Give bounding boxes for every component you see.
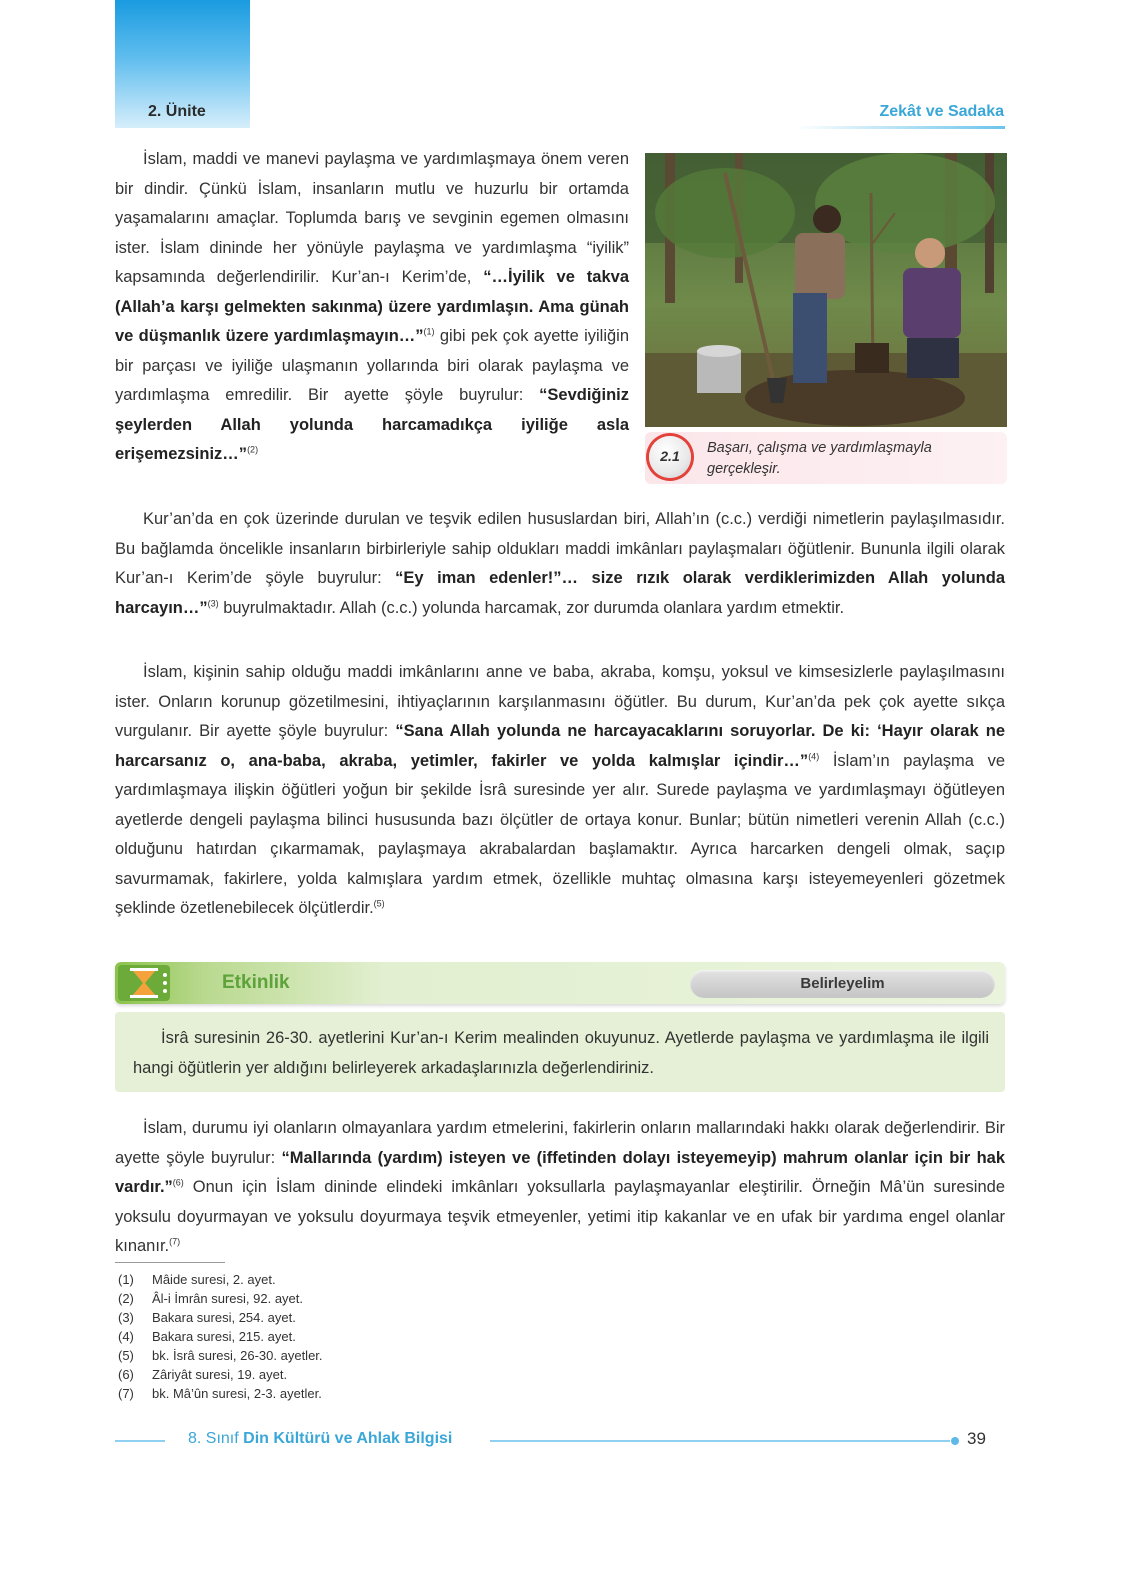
footnote-number: (1) xyxy=(118,1272,134,1287)
figure-caption: Başarı, çalışma ve yardımlaşmayla gerçekleşir. xyxy=(707,440,932,477)
figure-photo xyxy=(645,153,1007,427)
footnote-text: Zâriyât suresi, 19. ayet. xyxy=(152,1367,288,1382)
tree-planting-illustration xyxy=(645,153,1007,427)
hourglass-icon xyxy=(118,965,170,1001)
footnote-ref-4: (4) xyxy=(808,751,820,761)
footnote-item xyxy=(118,1327,323,1346)
footer-book-title xyxy=(188,1430,452,1448)
activity-title: Etkinlik xyxy=(222,972,290,993)
footnote-text: Mâide suresi, 2. ayet. xyxy=(152,1272,276,1287)
footnote-separator xyxy=(115,1262,225,1263)
paragraph-4-text-b: Onun için İslam dininde elindeki imkânları yoksullarla paylaşmayanlar eleştirilir. Örneğin Mâ’ün suresinde yoksulu doyurmayan ve yoksulu doyurmaya teşvik etmeyenler, yetimi itip kakanlar ve en ufak bir yardıma engel olanlar kınanır. xyxy=(115,1178,1005,1255)
paragraph-4-text-a: İslam, durumu iyi olanların olmayanlara yardım etmelerini, fakirlerin onların mallarındaki hakkı olarak değerlendirir. Bir ayette şöyle buyrulur: xyxy=(115,1119,1005,1167)
paragraph-3-text-b: İslam’ın paylaşma ve yardımlaşmaya ilişkin öğütleri yoğun bir şekilde İsrâ suresinde yer alır. Surede paylaşma ve yardımlaşmayı öğütleyen ayetlerde dengeli paylaşma bilinci hususunda bazı ölçütler de ortaya konur. Bunlar; bütün nimetleri verenin Allah (c.c.) olduğunu hatırdan çıkarmamak, paylaşmaya akrabalardan başlamaktır. Ayrıca harcarken dengeli olmak, saçıp savurmamak, fakirlere, yolda kalmışlara yardım etmek, özellikle muhtaç olmasına karşı isteyemeyenleri gözetmek şeklinde özetlenebilecek ölçütlerdir. xyxy=(115,751,1005,917)
activity-text-body: İsrâ suresinin 26-30. ayetlerini Kur’an-ı Kerim mealinden okuyunuz. Ayetlerde paylaşma ve yardımlaşma ile ilgili hangi öğütlerin yer aldığını belirleyerek arkadaşlarınızla değerlendiriniz. xyxy=(133,1029,989,1077)
footnote-number: (6) xyxy=(118,1367,134,1382)
footer-book-name: Din Kültürü ve Ahlak Bilgisi xyxy=(243,1430,453,1447)
footnote-item xyxy=(118,1308,323,1327)
footnote-text: Âl-i İmrân suresi, 92. ayet. xyxy=(152,1291,303,1306)
footnote-item xyxy=(118,1346,323,1365)
verse-quote-5: “Mallarında (yardım) isteyen ve (iffetinden dolayı isteyemeyip) mahrum olanlar için bir hak vardır.” xyxy=(115,1148,1005,1196)
topic-title: Zekât ve Sadaka xyxy=(879,103,1004,120)
footnote-item xyxy=(118,1289,323,1308)
paragraph-2 xyxy=(115,505,1005,623)
verse-quote-1: “…İyilik ve takva (Allah’a karşı gelmekten sakınma) üzere yardımlaşın. Ama günah ve düşmanlık üzere yardımlaşmayın…” xyxy=(115,268,629,345)
topic-underline xyxy=(795,126,1005,129)
activity-tag xyxy=(690,970,995,998)
footer-grade: 8. Sınıf xyxy=(188,1430,244,1447)
figure-number: 2.1 xyxy=(660,448,680,464)
footnote-item xyxy=(118,1365,323,1384)
footnote-number: (4) xyxy=(118,1329,134,1344)
footnote-ref-7: (7) xyxy=(169,1236,181,1247)
paragraph-1-text-a: İslam, maddi ve manevi paylaşma ve yardımlaşmaya önem veren bir dindir. Çünkü İslam, insanların mutlu ve huzurlu bir ortamda yaşamalarını amaçlar. Toplumda barış ve sevginin egemen olmasını ister. İslam dininde her yönüyle paylaşma ve yardımlaşma “iyilik” kapsamında değerlendirilir. Kur’an-ı Kerim’de, xyxy=(115,150,629,286)
footnote-text: bk. İsrâ suresi, 26-30. ayetler. xyxy=(152,1348,323,1363)
footnote-text: Bakara suresi, 254. ayet. xyxy=(152,1310,296,1325)
footnote-ref-3: (3) xyxy=(207,598,219,608)
paragraph-1-text-b: gibi pek çok ayette iyiliğin bir parçası ve iyiliğe ulaşmanın yollarında biri olarak paylaşma ve yardımlaşma emredilir. Bir ayette şöyle buyrulur: xyxy=(115,327,629,404)
footer-dot xyxy=(951,1437,959,1445)
footnote-number: (7) xyxy=(118,1386,134,1401)
footnote-text: bk. Mâ’ûn suresi, 2-3. ayetler. xyxy=(152,1386,322,1401)
footnote-ref-6: (6) xyxy=(172,1177,184,1188)
footer-line-left xyxy=(115,1440,165,1442)
footnote-ref-2: (2) xyxy=(247,444,259,455)
footnotes-list xyxy=(118,1270,323,1403)
footnote-ref-5: (5) xyxy=(373,898,385,909)
footnote-item xyxy=(118,1270,323,1289)
footnote-text: Bakara suresi, 215. ayet. xyxy=(152,1329,296,1344)
paragraph-2-text-b: buyrulmaktadır. Allah (c.c.) yolunda harcamak, zor durumda olanlara yardım etmektir. xyxy=(218,598,845,617)
footnote-number: (2) xyxy=(118,1291,134,1306)
page-number: 39 xyxy=(967,1429,986,1448)
paragraph-1 xyxy=(115,145,629,470)
paragraph-3 xyxy=(115,658,1005,924)
verse-quote-4: “Sana Allah yolunda ne harcayacaklarını soruyorlar. De ki: ‘Hayır olarak ne harcarsanız o, ana-baba, akraba, yetimler, fakirler ve yolda kalmışlar içindir…” xyxy=(115,722,1005,770)
footnote-number: (5) xyxy=(118,1348,134,1363)
verse-quote-2: “Sevdiğiniz şeylerden Allah yolunda harcamadıkça iyiliğe asla erişemezsiniz…” xyxy=(115,386,629,463)
paragraph-3-text-a: İslam, kişinin sahip olduğu maddi imkânlarını anne ve baba, akraba, komşu, yoksul ve kimsesizlerle paylaşılmasını ister. Onların korunup gözetilmesini, ihtiyaçlarının karşılanmasını öğütler. Bu durum, Kur’an’da pek çok ayette sıkça vurgulanır. Bir ayette şöyle buyrulur: xyxy=(115,663,1005,740)
footnote-ref-1: (1) xyxy=(423,326,435,337)
footnote-number: (3) xyxy=(118,1310,134,1325)
verse-quote-3: “Ey iman edenler!”… size rızık olarak verdiklerimizden Allah yolunda harcayın…” xyxy=(115,569,1005,617)
activity-text xyxy=(133,1023,989,1083)
paragraph-2-text-a: Kur’an’da en çok üzerinde durulan ve teşvik edilen hususlardan biri, Allah’ın (c.c.) verdiği nimetlerin paylaşılmasıdır. Bu bağlamda öncelikle insanların birbirleriyle sahip oldukları maddi imkânları paylaşmaları öğütlenir. Bununla ilgili olarak Kur’an-ı Kerim’de şöyle buyrulur: xyxy=(115,510,1005,587)
footer-line-right xyxy=(490,1440,950,1442)
paragraph-4 xyxy=(115,1114,1005,1262)
activity-tag-label: Belirleyelim xyxy=(800,975,885,992)
unit-label: 2. Ünite xyxy=(148,103,206,120)
footnote-item xyxy=(118,1384,323,1403)
